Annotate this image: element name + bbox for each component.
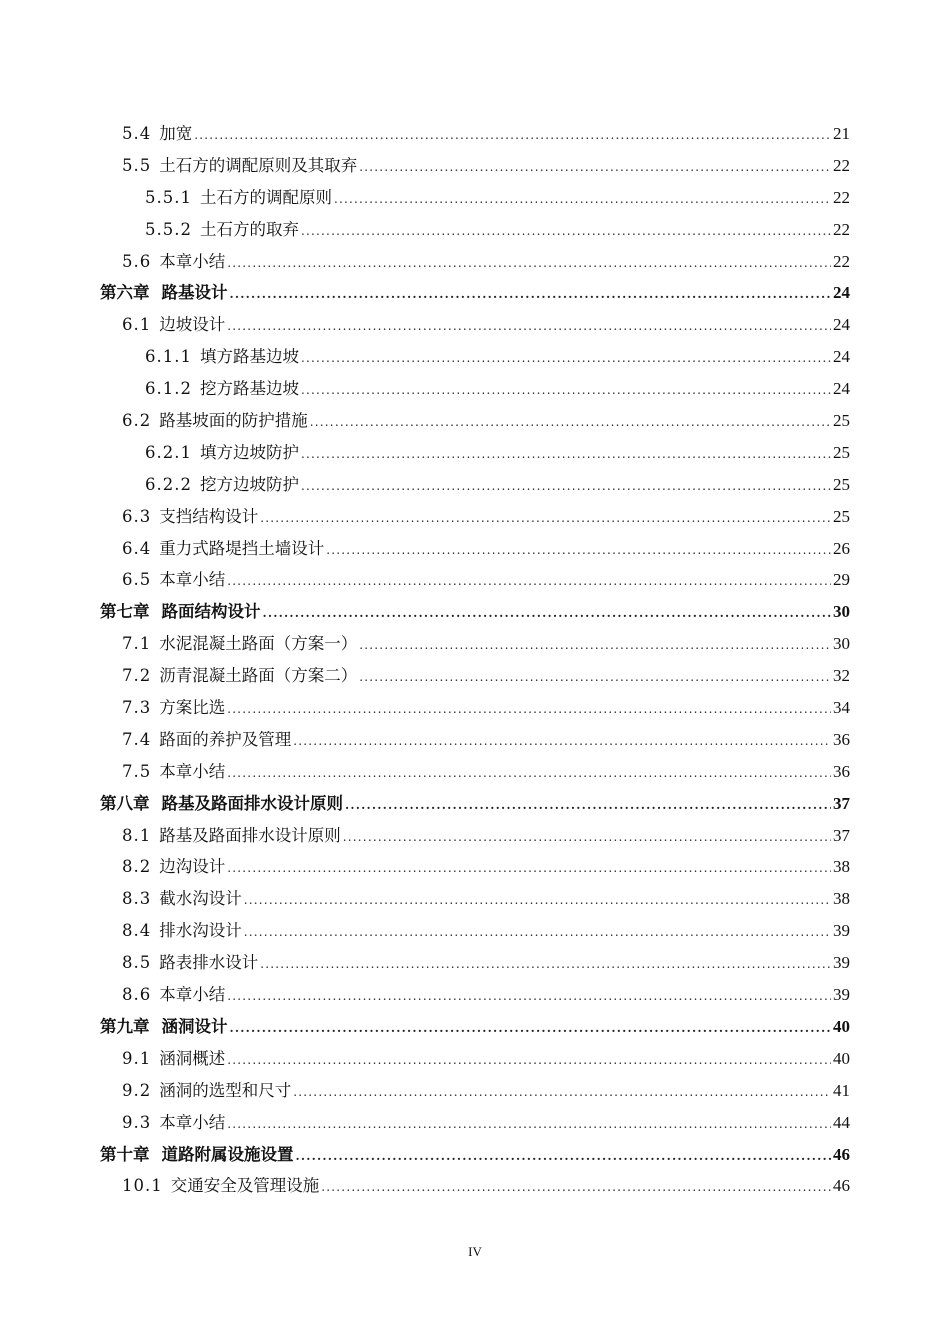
toc-dot-leader [227,1045,831,1077]
toc-entry-title: 路基及路面排水设计原则 [159,825,341,845]
toc-dot-leader [230,1013,832,1045]
toc-entry-number: 6.1.1 [145,347,192,367]
toc-entry-number: 9.3 [122,1112,152,1132]
toc-entry-title: 路面的养护及管理 [159,729,292,749]
toc-entry-label [100,788,343,820]
toc-dot-leader [194,120,831,152]
toc-entry-number: 8.6 [122,985,152,1005]
toc-entry-label [145,373,299,405]
toc-entry-label [122,1043,225,1075]
toc-entry-number: 8.1 [122,825,152,845]
toc-section-entry[interactable] [0,628,950,660]
toc-section-entry[interactable] [0,214,950,246]
toc-dot-leader [301,343,831,375]
toc-entry-title: 边坡设计 [159,315,226,335]
toc-entry-number: 8.2 [122,857,152,877]
toc-dot-leader [244,917,831,949]
toc-entry-title: 填方路基边坡 [199,347,299,367]
toc-entry-page: 25 [833,442,850,462]
toc-entry-title: 本章小结 [159,985,226,1005]
toc-entry-title: 涵洞的选型和尺寸 [159,1080,292,1100]
toc-entry-title: 加宽 [159,124,193,143]
toc-entry-page: 37 [833,825,850,845]
toc-entry-number: 8.3 [122,889,152,909]
toc-entry-title: 本章小结 [159,251,226,271]
toc-dot-leader [326,535,831,567]
toc-dot-leader [321,1172,831,1204]
toc-entry-page: 22 [833,219,850,239]
toc-dot-leader [227,758,831,790]
toc-entry-number: 第十章 [100,1144,150,1164]
toc-entry-number: 7.1 [122,634,152,654]
toc-entry-title: 本章小结 [159,1112,226,1132]
toc-dot-leader [334,184,831,216]
toc-section-entry[interactable] [0,979,950,1011]
toc-entry-number: 6.1 [122,315,152,335]
toc-dot-leader [359,630,831,662]
toc-entry-label [122,564,225,596]
toc-section-entry[interactable] [0,341,950,373]
toc-section-entry[interactable] [0,405,950,437]
toc-entry-page: 25 [833,474,850,494]
toc-entry-page: 40 [833,1048,850,1068]
toc-entry-label [145,182,332,214]
toc-entry-number: 8.4 [122,921,152,941]
toc-entry-title: 道路附属设施设置 [161,1144,294,1164]
toc-dot-leader [227,1109,831,1141]
toc-entry-number: 第六章 [100,283,150,303]
toc-entry-number: 7.2 [122,666,152,686]
toc-entry-label [100,596,261,628]
toc-entry-number: 7.5 [122,761,152,781]
page-number-footer [0,1244,950,1260]
toc-entry-label [122,246,225,278]
toc-entry-page: 40 [833,1016,850,1036]
toc-entry-page: 39 [833,921,850,941]
toc-entry-number: 5.5 [122,155,152,175]
toc-section-entry[interactable] [0,660,950,692]
toc-entry-label [122,915,242,947]
toc-dot-leader [244,885,831,917]
toc-section-entry[interactable] [0,373,950,405]
toc-entry-label [122,756,225,788]
toc-entry-title: 路表排水设计 [159,953,259,973]
toc-entry-number: 6.2.2 [145,474,192,494]
toc-entry-label [122,1075,291,1107]
toc-section-entry[interactable] [0,692,950,724]
toc-entry-title: 边沟设计 [159,857,226,877]
toc-entry-page: 46 [833,1176,850,1196]
toc-entry-number: 5.6 [122,251,152,271]
toc-entry-number: 第七章 [100,602,150,622]
toc-entry-number: 5.5.2 [145,219,192,239]
toc-entry-title: 支挡结构设计 [159,506,259,526]
toc-entry-page: 30 [833,602,850,622]
toc-entry-page: 24 [833,347,850,367]
toc-entry-label [122,533,324,565]
toc-entry-label [145,214,299,246]
toc-entry-page: 29 [833,570,850,590]
toc-entry-title: 涵洞概述 [159,1048,226,1068]
toc-entry-title: 路基及路面排水设计原则 [161,793,343,813]
toc-dot-leader [227,248,831,280]
toc-chapter-entry[interactable] [0,1139,950,1171]
toc-section-entry[interactable] [0,724,950,756]
toc-section-entry[interactable] [0,246,950,278]
toc-entry-page: 24 [833,379,850,399]
toc-chapter-entry[interactable] [0,277,950,309]
table-of-contents [0,118,950,1202]
toc-entry-label [145,469,299,501]
toc-dot-leader [227,853,831,885]
toc-entry-label [122,309,225,341]
toc-dot-leader [296,1141,832,1173]
toc-section-entry[interactable] [0,756,950,788]
toc-dot-leader [293,1077,831,1109]
toc-entry-number: 6.2 [122,411,152,431]
toc-entry-title: 土石方的调配原则及其取弃 [159,155,358,175]
toc-entry-label [122,660,357,692]
toc-entry-page: 36 [833,729,850,749]
toc-dot-leader [260,949,831,981]
toc-entry-label [122,150,357,182]
toc-dot-leader [227,311,831,343]
toc-entry-label [122,1107,225,1139]
toc-entry-page: 41 [833,1080,850,1100]
toc-dot-leader [227,981,831,1013]
toc-entry-number: 6.4 [122,538,152,558]
toc-entry-number: 6.2.1 [145,442,192,462]
toc-entry-label [122,724,291,756]
toc-entry-label [122,851,225,883]
toc-entry-number: 7.4 [122,729,152,749]
toc-entry-page: 44 [833,1112,850,1132]
toc-section-entry[interactable] [0,501,950,533]
toc-dot-leader [345,790,831,822]
toc-entry-label [122,628,357,660]
toc-section-entry[interactable] [0,533,950,565]
toc-dot-leader [310,407,831,439]
toc-section-entry[interactable] [0,1043,950,1075]
toc-entry-page: 22 [833,155,850,175]
toc-dot-leader [301,439,831,471]
toc-entry-title: 排水沟设计 [159,921,242,941]
toc-entry-page: 38 [833,889,850,909]
toc-entry-page: 46 [833,1144,850,1164]
toc-entry-number: 第九章 [100,1016,150,1036]
toc-dot-leader [359,662,831,694]
toc-entry-label [122,947,258,979]
page-number: IV [468,1244,482,1259]
toc-dot-leader [359,152,831,184]
toc-dot-leader [260,503,831,535]
toc-entry-page: 22 [833,187,850,207]
toc-entry-number: 9.2 [122,1080,152,1100]
toc-entry-label [122,820,341,852]
toc-entry-label [100,1011,228,1043]
toc-entry-title: 填方边坡防护 [199,442,299,462]
toc-entry-page: 37 [833,793,850,813]
toc-entry-label [100,1139,294,1171]
toc-section-entry[interactable] [0,182,950,214]
toc-entry-label [122,118,192,150]
toc-entry-title: 本章小结 [159,761,226,781]
toc-entry-number: 5.5.1 [145,187,192,207]
toc-section-entry[interactable] [0,150,950,182]
toc-entry-page: 25 [833,411,850,431]
toc-entry-label [122,1170,319,1202]
toc-section-entry[interactable] [0,1170,950,1202]
toc-entry-title: 挖方边坡防护 [199,474,299,494]
toc-section-entry[interactable] [0,309,950,341]
toc-entry-label [145,437,299,469]
toc-dot-leader [343,822,831,854]
toc-dot-leader [263,598,832,630]
toc-entry-number: 10.1 [122,1176,163,1196]
toc-entry-page: 30 [833,634,850,654]
toc-dot-leader [230,279,832,311]
toc-entry-title: 路面结构设计 [161,602,261,622]
toc-entry-label [122,501,258,533]
toc-entry-label [122,883,242,915]
toc-entry-page: 25 [833,506,850,526]
toc-entry-page: 22 [833,251,850,271]
toc-entry-label [100,277,228,309]
toc-entry-page: 24 [833,283,850,303]
toc-section-entry[interactable] [0,469,950,501]
toc-section-entry[interactable] [0,564,950,596]
toc-section-entry[interactable] [0,883,950,915]
toc-entry-page: 38 [833,857,850,877]
toc-section-entry[interactable] [0,437,950,469]
toc-dot-leader [293,726,831,758]
toc-entry-number: 6.5 [122,570,152,590]
toc-dot-leader [301,375,831,407]
toc-entry-number: 8.5 [122,953,152,973]
toc-entry-number: 5.4 [122,124,152,143]
toc-entry-title: 涵洞设计 [161,1016,228,1036]
toc-entry-label [145,341,299,373]
toc-entry-title: 重力式路堤挡土墙设计 [159,538,325,558]
toc-section-entry[interactable] [0,118,950,150]
toc-entry-page: 39 [833,985,850,1005]
toc-entry-title: 挖方路基边坡 [199,379,299,399]
toc-entry-title: 方案比选 [159,698,226,718]
toc-entry-page: 36 [833,761,850,781]
toc-entry-number: 6.1.2 [145,379,192,399]
toc-chapter-entry[interactable] [0,1011,950,1043]
toc-entry-label [122,692,225,724]
toc-entry-page: 34 [833,698,850,718]
toc-entry-title: 沥青混凝土路面（方案二） [159,666,358,686]
toc-entry-label [122,405,308,437]
toc-entry-title: 土石方的调配原则 [199,187,332,207]
toc-section-entry[interactable] [0,915,950,947]
toc-entry-number: 9.1 [122,1048,152,1068]
toc-dot-leader [301,216,831,248]
toc-entry-label [122,979,225,1011]
toc-section-entry[interactable] [0,947,950,979]
toc-entry-number: 6.3 [122,506,152,526]
toc-entry-page: 21 [833,124,850,143]
toc-entry-title: 路基坡面的防护措施 [159,411,308,431]
toc-entry-title: 水泥混凝土路面（方案一） [159,634,358,654]
toc-dot-leader [301,471,831,503]
toc-entry-page: 39 [833,953,850,973]
toc-dot-leader [227,566,831,598]
toc-entry-title: 截水沟设计 [159,889,242,909]
toc-entry-title: 土石方的取弃 [199,219,299,239]
toc-chapter-entry[interactable] [0,596,950,628]
toc-entry-title: 交通安全及管理设施 [170,1176,320,1196]
toc-dot-leader [227,694,831,726]
toc-entry-page: 32 [833,666,850,686]
toc-section-entry[interactable] [0,851,950,883]
toc-entry-title: 本章小结 [159,570,226,590]
toc-section-entry[interactable] [0,1107,950,1139]
toc-entry-page: 26 [833,538,850,558]
toc-entry-title: 路基设计 [161,283,228,303]
toc-entry-number: 7.3 [122,698,152,718]
toc-entry-page: 24 [833,315,850,335]
toc-section-entry[interactable] [0,1075,950,1107]
toc-entry-number: 第八章 [100,793,150,813]
toc-chapter-entry[interactable] [0,788,950,820]
toc-section-entry[interactable] [0,820,950,852]
